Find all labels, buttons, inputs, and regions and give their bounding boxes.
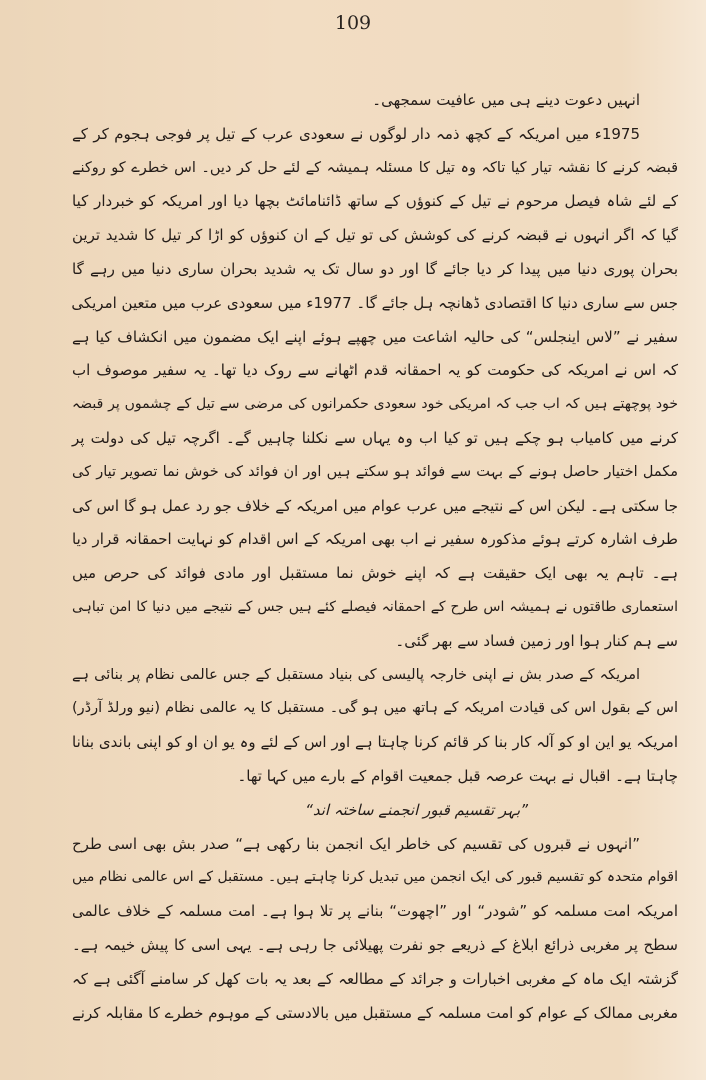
text-line: گزشتہ ایک ماہ کے مغربی اخبارات و جرائد کے مطالعہ کے بعد یہ بات کھل کر سامنے آگئی ہے کہ [72,969,678,988]
text-line: طرف اشارہ کرتے ہوئے مذکورہ سفیر نے اب بھی امریکہ کے اس اقدام کو نہایت احمقانہ قرار دیا [72,530,678,549]
text-line: جا سکتی ہے۔ لیکن اس کے نتیجے میں عرب عوام میں امریکہ کے خلاف جو رد عمل ہو گا اس کی [72,496,678,515]
text-line: مغربی ممالک کے عوام کو امت مسلمہ کے مستقبل میں بالادستی کے موہوم خطرے کا مقابلہ کرنے [72,1003,678,1022]
text-line: انہیں دعوت دینے ہی میں عافیت سمجھی۔ [372,91,640,109]
text-line: امریکہ یو این او کو آلہ کار بنا کر قائم کرنا چاہتا ہے اور اس کے لئے وہ یو ان او کو اپنی باندی بنانا [72,733,678,752]
text-line: سطح پر مغربی ذرائع ابلاغ کے ذریعے جو نفرت پھیلائی جا رہی ہے۔ یہی اسی کا پیش خیمہ ہے۔ [72,935,678,954]
text-line: خود پوچھتے ہیں کہ اب جب کہ امریکی خود سعودی حکمرانوں کی مرضی سے تیل کے چشموں پر قبضہ [72,396,678,413]
text-line: 1975ء میں امریکہ کے کچھ ذمہ دار لوگوں نے سعودی عرب کے تیل پر فوجی ہجوم کر کے [72,124,640,143]
page-number: 109 [334,12,372,34]
text-line: سفیر نے ”لاس اینجلس“ کی حالیہ اشاعت میں چھپے ہوئے اپنے ایک مضمون میں انکشاف کیا ہے [72,327,678,346]
text-line: سے ہم کنار ہوا اور زمین فساد سے بھر گئی۔ [395,631,678,650]
text-line: مکمل اختیار حاصل ہونے کے بہت سے فوائد ہو سکتے ہیں اور ان فوائد کی خوش نما تصویر تیار کی [72,463,678,480]
text-line: استعماری طاقتوں نے ہمیشہ اس طرح کے احمقانہ فیصلے کئے ہیں جس کے نتیجے میں دنیا کا امن تباہی [72,598,678,615]
text-line: ہے۔ تاہم یہ بھی ایک حقیقت ہے کہ اپنے خوش نما مستقبل اور مادی فوائد کی حرص میں [72,564,678,583]
text-line: بحران پوری دنیا میں پیدا کر دیا جائے گا اور دو سال تک یہ شدید بحران ساری دنیا میں رہے گا [72,259,678,278]
text-line: امریکہ امت مسلمہ کو ”شودر“ اور ”اچھوت“ بنانے پر تلا ہوا ہے۔ امت مسلمہ کے خلاف عالمی [72,902,678,921]
text-line: اقوام متحدہ کو تقسیم قبور کی ایک انجمن میں تبدیل کرنا چاہتے ہیں۔ مستقبل کے اس عالمی نظام میں [72,869,678,886]
text-line: جس سے ساری دنیا کا اقتصادی ڈھانچہ ہل جائے گا۔ 1977ء میں سعودی عرب میں متعین امریکی [71,293,678,312]
text-line: گیا کہ اگر انہوں نے قبضہ کرنے کی کوشش کی تو تیل کے ان کنوؤں کو اڑا کر تیل کا شدید ترین [72,226,678,245]
text-line: چاہتا ہے۔ اقبال نے بہت عرصہ قبل جمعیت اقوام کے بارے میں کہا تھا۔ [237,766,678,785]
text-line: اس کے بقول اس کی قیادت امریکہ کے ہاتھ میں ہو گی۔ مستقبل کا یہ عالمی نظام (نیو ورلڈ آرڈر) [72,700,678,717]
text-line: ”انہوں نے قبروں کی تقسیم کی خاطر ایک انجمن بنا رکھی ہے“ صدر بش بھی اسی طرح [72,834,640,853]
urdu-body-text [72,84,678,1030]
quoted-verse-line: ”بہر تقسیم قبور انجمنے ساختہ اند“ [305,800,528,819]
text-line: امریکہ کے صدر بش نے اپنی خارجہ پالیسی کی بنیاد مستقبل کے جس عالمی نظام پر بنائی ہے [72,666,640,683]
text-line: کرنے میں کامیاب ہو چکے ہیں تو کیا اب وہ یہاں سے نکلنا چاہیں گے۔ اگرچہ تیل کی دولت پر [72,428,678,447]
text-line: قبضہ کرنے کا نقشہ تیار کیا تاکہ وہ تیل کا مسئلہ ہمیشہ کے لئے حل کر دیں۔ اس خطرے کو روکنے [72,159,678,176]
text-line: کے لئے شاہ فیصل مرحوم نے تیل کے کنوؤں کے ساتھ ڈائنامائٹ بچھا دیا اور امریکہ کو خبردار کیا [72,192,678,211]
text-line: کہ اس نے امریکہ کی حکومت کو یہ احمقانہ قدم اٹھانے سے روک دیا تھا۔ یہ سفیر موصوف اب [72,361,678,380]
